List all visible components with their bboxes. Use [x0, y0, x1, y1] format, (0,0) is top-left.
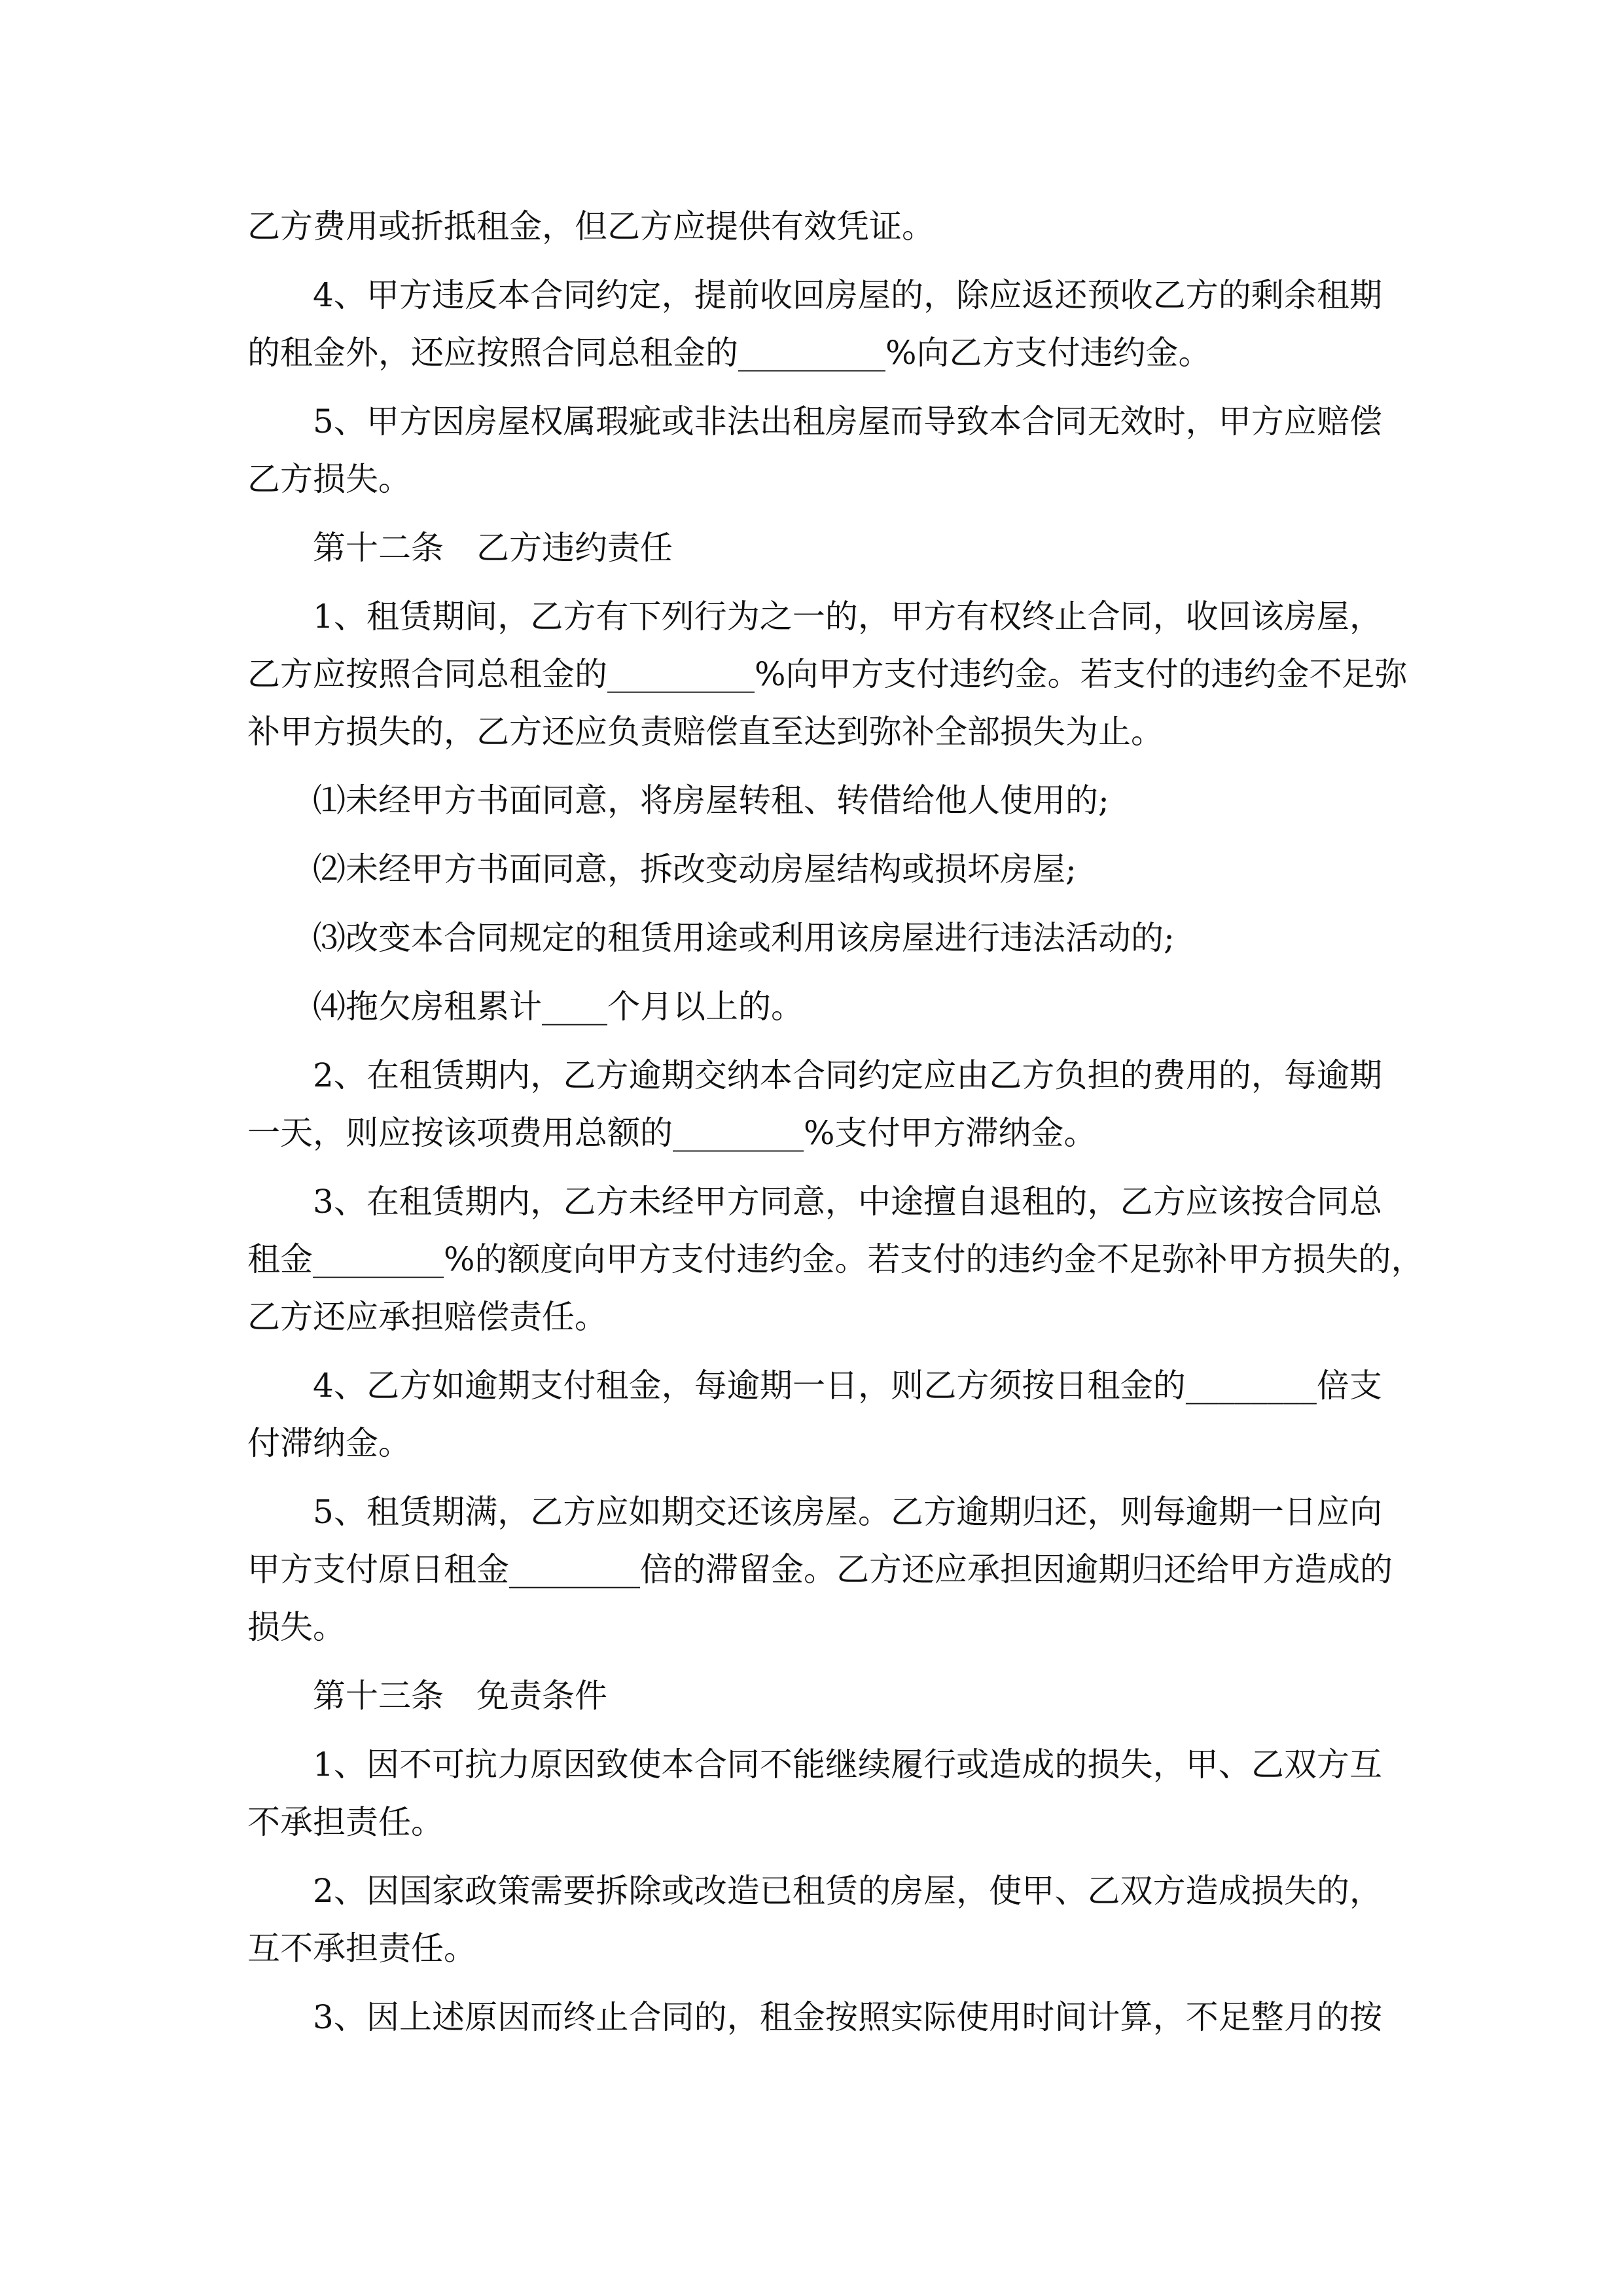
text-line: 补甲方损失的，乙方还应负责赔偿直至达到弥补全部损失为止。 [247, 713, 1164, 751]
text-line: 2、在租赁期内，乙方逾期交纳本合同约定应由乙方负担的费用的，每逾期 [313, 1056, 1382, 1094]
text-line: 4、甲方违反本合同约定，提前收回房屋的，除应返还预收乙方的剩余租期 [313, 276, 1382, 314]
section-heading: 第十二条 乙方违约责任 [313, 529, 673, 567]
text-line: 互不承担责任。 [247, 1929, 476, 1967]
text-line: 租金________%的额度向甲方支付违约金。若支付的违约金不足弥补甲方损失的， [247, 1240, 1424, 1278]
text-line: 乙方还应承担赔偿责任。 [247, 1298, 607, 1336]
text-line: 乙方应按照合同总租金的_________%向甲方支付违约金。若支付的违约金不足弥 [247, 655, 1408, 693]
document-page [247, 0, 1424, 2296]
text-line: 乙方损失。 [247, 460, 411, 498]
text-line: 不承担责任。 [247, 1803, 444, 1841]
text-line: 乙方费用或折抵租金，但乙方应提供有效凭证。 [247, 207, 935, 245]
text-line: 5、甲方因房屋权属瑕疵或非法出租房屋而导致本合同无效时，甲方应赔偿 [313, 403, 1382, 440]
text-line: 3、在租赁期内，乙方未经甲方同意，中途擅自退租的，乙方应该按合同总 [313, 1183, 1382, 1221]
section-heading: 第十三条 免责条件 [313, 1677, 607, 1715]
text-line: ⑶改变本合同规定的租赁用途或利用该房屋进行违法活动的; [313, 919, 1175, 957]
text-line: 损失。 [247, 1608, 346, 1646]
text-line: 一天，则应按该项费用总额的________%支付甲方滞纳金。 [247, 1114, 1097, 1152]
text-line: 1、因不可抗力原因致使本合同不能继续履行或造成的损失，甲、乙双方互 [313, 1746, 1382, 1784]
text-line: 甲方支付原日租金________倍的滞留金。乙方还应承担因逾期归还给甲方造成的 [247, 1551, 1393, 1588]
text-line: 付滞纳金。 [247, 1424, 411, 1462]
text-line: 3、因上述原因而终止合同的，租金按照实际使用时间计算，不足整月的按 [313, 1998, 1382, 2036]
text-line: 4、乙方如逾期支付租金，每逾期一日，则乙方须按日租金的________倍支 [313, 1367, 1382, 1405]
text-line: ⑴未经甲方书面同意，将房屋转租、转借给他人使用的; [313, 781, 1109, 819]
text-line: 2、因国家政策需要拆除或改造已租赁的房屋，使甲、乙双方造成损失的， [313, 1872, 1382, 1910]
text-line: ⑷拖欠房租累计____个月以上的。 [313, 988, 804, 1026]
text-line: ⑵未经甲方书面同意，拆改变动房屋结构或损坏房屋; [313, 850, 1077, 888]
text-line: 5、租赁期满，乙方应如期交还该房屋。乙方逾期归还，则每逾期一日应向 [313, 1493, 1382, 1531]
text-line: 1、租赁期间，乙方有下列行为之一的，甲方有权终止合同，收回该房屋， [313, 598, 1382, 636]
text-line: 的租金外，还应按照合同总租金的_________%向乙方支付违约金。 [247, 334, 1211, 372]
